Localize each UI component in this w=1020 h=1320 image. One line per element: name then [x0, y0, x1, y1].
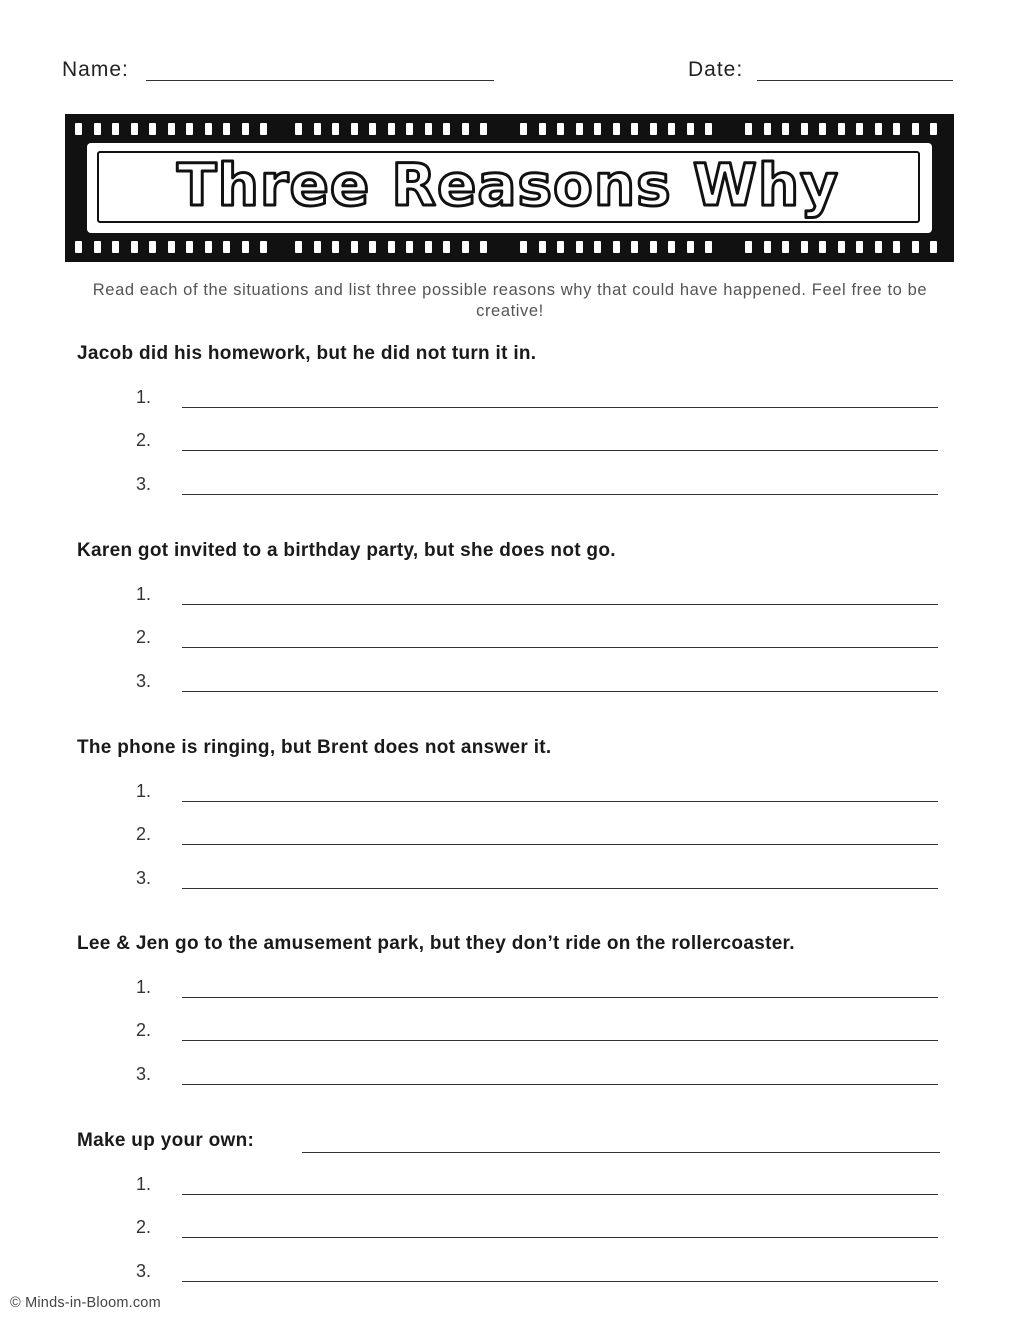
film-hole: [838, 241, 845, 253]
film-hole: [631, 123, 638, 135]
reason-answer-line[interactable]: [182, 1237, 938, 1238]
reason-number: 2.: [136, 430, 152, 450]
name-label: Name:: [62, 58, 129, 81]
film-hole: [406, 123, 413, 135]
film-hole: [223, 241, 230, 253]
reason-answer-line[interactable]: [182, 494, 938, 495]
film-hole: [856, 123, 863, 135]
film-hole: [557, 241, 564, 253]
name-field[interactable]: [146, 80, 494, 81]
film-hole: [168, 241, 175, 253]
film-hole: [205, 241, 212, 253]
film-hole: [705, 241, 712, 253]
reason-answer-line[interactable]: [182, 604, 938, 605]
film-hole: [295, 241, 302, 253]
film-hole: [801, 241, 808, 253]
reason-answer-line[interactable]: [182, 801, 938, 802]
film-hole: [520, 241, 527, 253]
film-hole: [168, 123, 175, 135]
situation-prompt: Lee & Jen go to the amusement park, but they don’t ride on the rollercoaster.: [77, 933, 795, 954]
reason-number: 3.: [136, 868, 152, 888]
film-hole: [332, 123, 339, 135]
page-title: [99, 153, 918, 221]
copyright-footer: © Minds-in-Bloom.com: [10, 1295, 161, 1311]
film-hole: [687, 123, 694, 135]
film-hole: [539, 123, 546, 135]
title-frame: [97, 151, 920, 223]
film-hole: [425, 241, 432, 253]
reason-number: 3.: [136, 1261, 152, 1281]
film-hole: [576, 123, 583, 135]
film-hole: [782, 123, 789, 135]
film-hole: [351, 123, 358, 135]
film-hole: [764, 123, 771, 135]
film-hole: [650, 123, 657, 135]
reason-number: 3.: [136, 671, 152, 691]
situation-prompt: Make up your own:: [77, 1130, 255, 1151]
reason-answer-line[interactable]: [182, 450, 938, 451]
film-hole: [242, 123, 249, 135]
film-hole: [576, 241, 583, 253]
film-hole: [443, 123, 450, 135]
film-perforations-bottom: [65, 241, 954, 253]
film-hole: [242, 241, 249, 253]
film-hole: [745, 123, 752, 135]
film-hole: [406, 241, 413, 253]
custom-situation-field[interactable]: [302, 1152, 940, 1153]
film-hole: [782, 241, 789, 253]
film-hole: [668, 241, 675, 253]
situation-prompt: The phone is ringing, but Brent does not answer it.: [77, 737, 552, 758]
film-hole: [260, 241, 267, 253]
film-hole: [131, 123, 138, 135]
film-hole: [594, 241, 601, 253]
film-hole: [539, 241, 546, 253]
film-hole: [613, 123, 620, 135]
film-hole: [443, 241, 450, 253]
reason-number: 2.: [136, 1217, 152, 1237]
reason-number: 2.: [136, 1020, 152, 1040]
film-hole: [893, 241, 900, 253]
film-hole: [462, 123, 469, 135]
film-hole: [705, 123, 712, 135]
reason-number: 2.: [136, 824, 152, 844]
film-hole: [75, 241, 82, 253]
page-title-text: Three Reasons Why: [177, 153, 839, 219]
film-hole: [819, 123, 826, 135]
film-hole: [875, 241, 882, 253]
film-hole: [668, 123, 675, 135]
film-perforations-top: [65, 123, 954, 135]
reason-number: 2.: [136, 627, 152, 647]
film-hole: [875, 123, 882, 135]
film-hole: [332, 241, 339, 253]
film-hole: [186, 241, 193, 253]
date-field[interactable]: [757, 80, 953, 81]
film-hole: [930, 123, 937, 135]
film-hole: [260, 123, 267, 135]
film-hole: [480, 123, 487, 135]
film-hole: [369, 123, 376, 135]
film-hole: [149, 123, 156, 135]
film-hole: [94, 123, 101, 135]
reason-answer-line[interactable]: [182, 1194, 938, 1195]
film-hole: [314, 241, 321, 253]
film-hole: [912, 241, 919, 253]
reason-answer-line[interactable]: [182, 1040, 938, 1041]
reason-number: 1.: [136, 387, 152, 407]
film-hole: [819, 241, 826, 253]
film-hole: [351, 241, 358, 253]
film-hole: [838, 123, 845, 135]
film-hole: [764, 241, 771, 253]
film-hole: [223, 123, 230, 135]
reason-answer-line[interactable]: [182, 691, 938, 692]
reason-answer-line[interactable]: [182, 844, 938, 845]
film-hole: [557, 123, 564, 135]
reason-answer-line[interactable]: [182, 407, 938, 408]
film-hole: [912, 123, 919, 135]
situation-prompt: Karen got invited to a birthday party, but she does not go.: [77, 540, 616, 561]
film-hole: [856, 241, 863, 253]
film-hole: [801, 123, 808, 135]
reason-number: 1.: [136, 1174, 152, 1194]
film-hole: [388, 241, 395, 253]
reason-answer-line[interactable]: [182, 997, 938, 998]
film-hole: [388, 123, 395, 135]
film-hole: [112, 241, 119, 253]
film-hole: [131, 241, 138, 253]
reason-answer-line[interactable]: [182, 1084, 938, 1085]
film-frame: [87, 143, 932, 233]
film-hole: [930, 241, 937, 253]
film-hole: [687, 241, 694, 253]
film-hole: [650, 241, 657, 253]
film-hole: [480, 241, 487, 253]
reason-number: 1.: [136, 977, 152, 997]
reason-number: 1.: [136, 584, 152, 604]
film-hole: [112, 123, 119, 135]
reason-number: 3.: [136, 474, 152, 494]
film-hole: [205, 123, 212, 135]
instructions: Read each of the situations and list three possible reasons why that could have happened. Feel free to be creative!: [92, 281, 928, 320]
film-hole: [893, 123, 900, 135]
film-hole: [425, 123, 432, 135]
reason-number: 3.: [136, 1064, 152, 1084]
film-hole: [295, 123, 302, 135]
film-hole: [149, 241, 156, 253]
film-hole: [462, 241, 469, 253]
situation-prompt: Jacob did his homework, but he did not turn it in.: [77, 343, 537, 364]
film-hole: [94, 241, 101, 253]
film-hole: [75, 123, 82, 135]
film-strip-banner: [65, 114, 954, 262]
film-hole: [594, 123, 601, 135]
film-hole: [520, 123, 527, 135]
film-hole: [186, 123, 193, 135]
film-hole: [745, 241, 752, 253]
date-label: Date:: [688, 58, 744, 81]
film-hole: [314, 123, 321, 135]
film-hole: [369, 241, 376, 253]
reason-answer-line[interactable]: [182, 888, 938, 889]
reason-number: 1.: [136, 781, 152, 801]
reason-answer-line[interactable]: [182, 1281, 938, 1282]
reason-answer-line[interactable]: [182, 647, 938, 648]
film-hole: [631, 241, 638, 253]
film-hole: [613, 241, 620, 253]
